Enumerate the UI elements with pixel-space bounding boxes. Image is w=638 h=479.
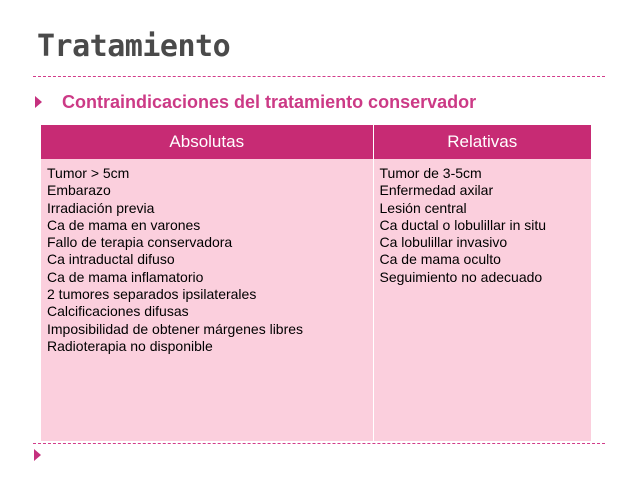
- list-item: Embarazo: [47, 182, 111, 199]
- absolutas-cell: [41, 159, 373, 441]
- header-absolutas: Absolutas: [41, 125, 373, 159]
- title-divider: [33, 76, 605, 77]
- list-item: Radioterapia no disponible: [47, 337, 213, 354]
- bullet-arrow-icon: [35, 96, 42, 108]
- list-item: Ca de mama en varones: [47, 216, 201, 233]
- list-item: Tumor > 5cm: [47, 165, 130, 181]
- bullet-text: Contraindicaciones del tratamiento conservador: [62, 91, 477, 112]
- list-item: Lesión central: [379, 199, 467, 216]
- list-item: Ca de mama oculto: [379, 251, 501, 268]
- list-item: Enfermedad axilar: [379, 182, 494, 199]
- list-item: Calcificaciones difusas: [47, 303, 189, 320]
- list-item: Imposibilidad de obtener márgenes libres: [47, 320, 304, 337]
- contraindications-table: [41, 125, 591, 441]
- table-header-row: [41, 125, 591, 159]
- list-item: Ca ductal o lobulillar in situ: [379, 216, 547, 233]
- header-relativas: Relativas: [373, 125, 591, 159]
- list-item: Ca de mama inflamatorio: [47, 268, 204, 285]
- relativas-cell: [373, 159, 591, 441]
- bottom-divider: [33, 443, 605, 444]
- list-item: Fallo de terapia conservadora: [47, 234, 233, 251]
- table-row: [41, 159, 591, 441]
- end-marker-icon: [34, 449, 41, 461]
- list-item: Ca lobulillar invasivo: [379, 234, 508, 251]
- list-item: Seguimiento no adecuado: [379, 268, 543, 285]
- list-item: Tumor de 3-5cm: [379, 165, 482, 181]
- slide-title: Tratamiento: [37, 29, 231, 64]
- bullet-line: [35, 91, 476, 113]
- list-item: Ca intraductal difuso: [47, 251, 175, 268]
- list-item: 2 tumores separados ipsilaterales: [47, 286, 257, 303]
- list-item: Irradiación previa: [47, 199, 155, 216]
